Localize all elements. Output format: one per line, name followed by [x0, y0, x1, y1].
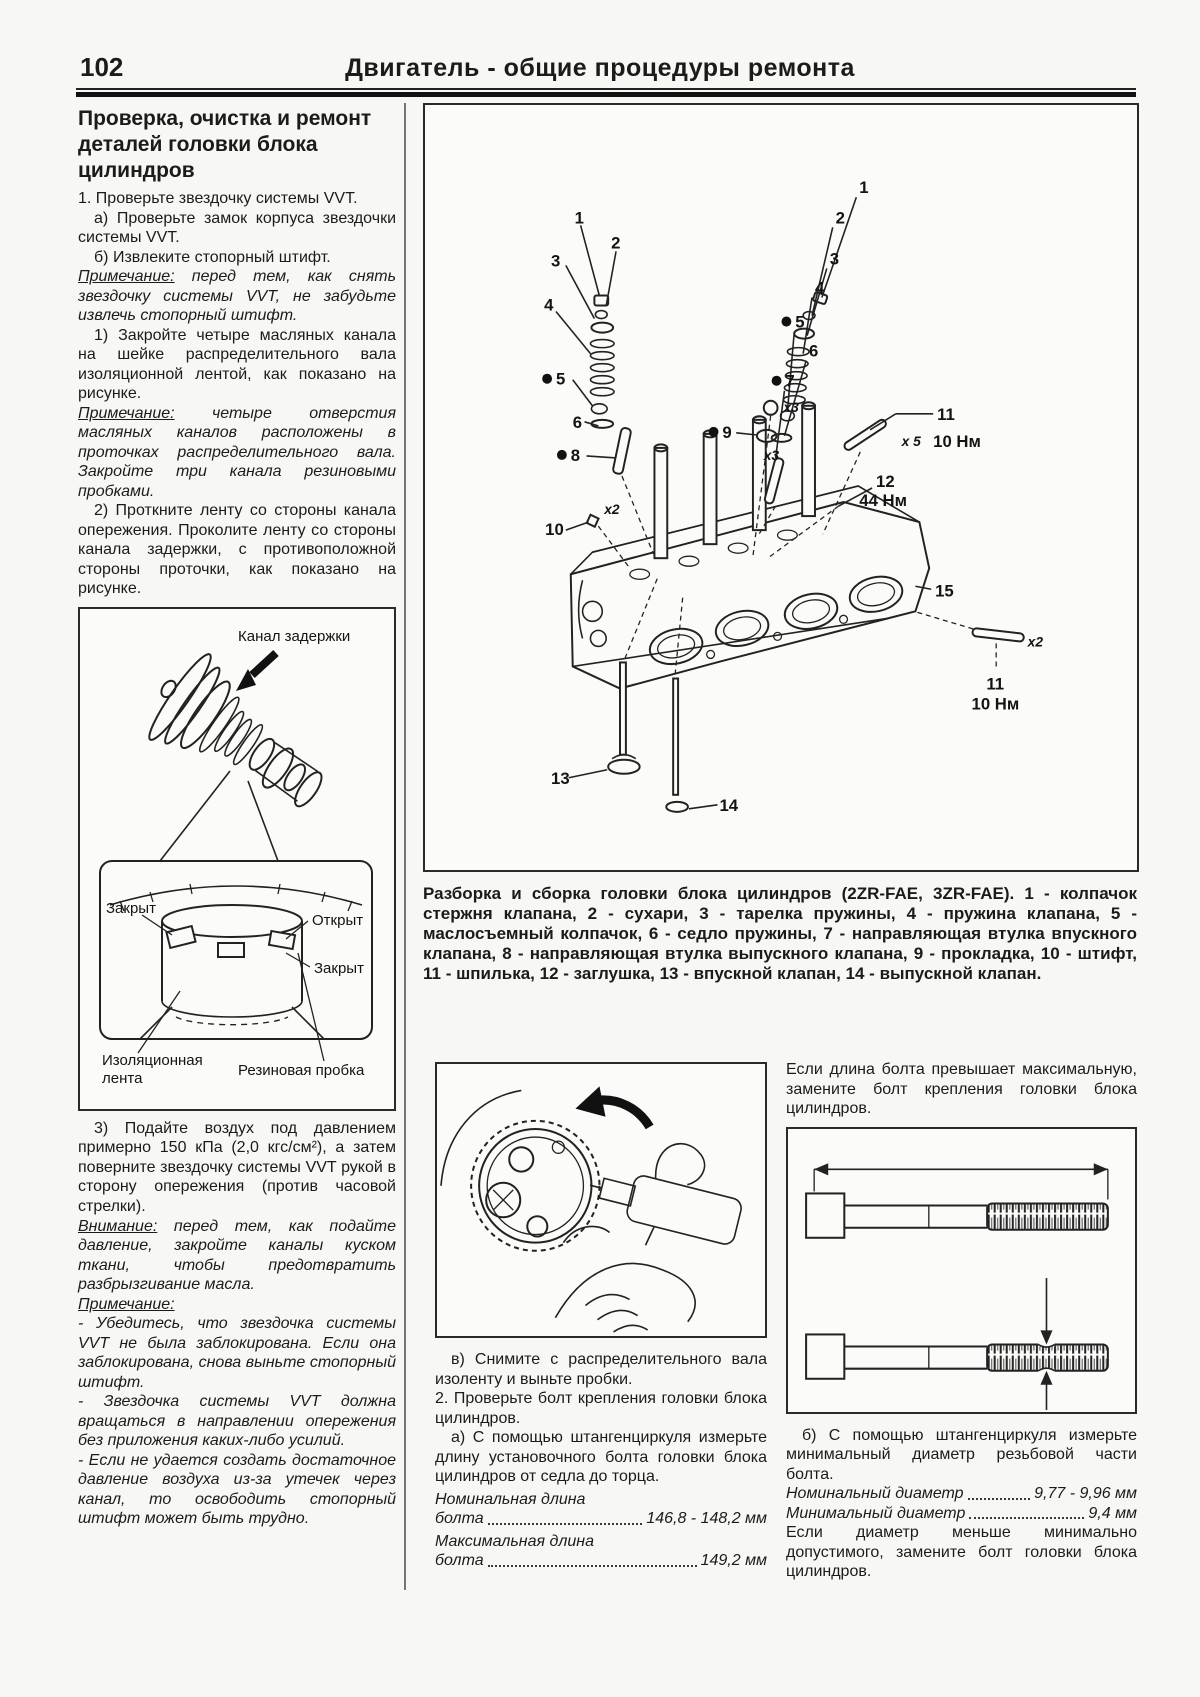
- label-closed-2: Закрыт: [314, 959, 364, 977]
- figure-cylinder-head-exploded: [423, 103, 1139, 872]
- note-text: перед тем, как снять звездочку системы VVT, не забудьте извлечь стопорный штифт.: [78, 268, 396, 325]
- callout-10nm-b: 10 Нм: [971, 694, 1020, 714]
- callout-11b: 11: [986, 674, 1005, 694]
- figure-camshaft-tape: [78, 607, 396, 1111]
- spec-line: [435, 1551, 767, 1571]
- warning: [78, 1217, 396, 1295]
- callout-2r: 2: [835, 208, 845, 228]
- paragraph: 1. Проверьте звездочку системы VVT.: [78, 190, 358, 208]
- callout-2: 2: [611, 233, 621, 253]
- paragraph: в) Снимите с распределительного вала изоленту и выньте пробки.: [435, 1351, 767, 1388]
- section-heading: Проверка, очистка и ремонт деталей головки блока цилиндров: [78, 107, 372, 183]
- callout-1r: 1: [859, 178, 869, 198]
- paragraph: 3) Подайте воздух под давлением примерно 150 кПа (2,0 кгс/см²), а затем поверните звездочку системы VVT рукой в сторону опережения (против часовой стрелки).: [78, 1119, 396, 1215]
- stud-lower-icon: [976, 632, 1019, 637]
- intake-valve-icon: [608, 662, 640, 773]
- callout-7r: 7: [785, 371, 795, 391]
- plug-icons: [166, 926, 295, 957]
- spec-label: Минимальный диаметр: [786, 1504, 966, 1522]
- callout-5r: 5: [795, 312, 805, 332]
- callout-13: 13: [551, 768, 570, 788]
- spec-line: [786, 1504, 1137, 1524]
- callout-x2b: x2: [1027, 633, 1044, 650]
- note-label-line: [78, 1295, 396, 1315]
- label-tape-2: лента: [102, 1069, 143, 1087]
- callout-x3a: x3: [783, 398, 799, 415]
- page-title: Двигатель - общие процедуры ремонта: [345, 54, 855, 82]
- note: [78, 404, 396, 502]
- paragraph: 2. Проверьте болт крепления головки блока цилиндров.: [435, 1390, 767, 1427]
- label-tape-1: Изоляционная: [102, 1051, 203, 1069]
- dotted-leader: [488, 1565, 697, 1567]
- callout-x3b: x3: [763, 446, 780, 463]
- callout-6: 6: [572, 412, 583, 432]
- hand-icon: [441, 1090, 695, 1332]
- bullet: - Если не удается создать достаточное давление воздуха из-за утечек через канал, то освободить стопорный штифт может быть трудно.: [78, 1451, 396, 1528]
- exhaust-valve-icon: [666, 678, 688, 811]
- bullet: - Звездочка системы VVT должна вращаться в направлении опережения без приложения каких-либо усилий.: [78, 1393, 396, 1450]
- air-gun-icon: [579, 1124, 753, 1266]
- camshaft-icon: [134, 643, 346, 835]
- spec-value: 9,4 мм: [1088, 1504, 1137, 1522]
- figure-vvt-sprocket-hand: [435, 1062, 767, 1338]
- exhaust-valve-parts-icon: [590, 295, 631, 474]
- sprocket-hand-drawing: [437, 1064, 765, 1336]
- dotted-leader: [488, 1523, 643, 1525]
- page-number: 102: [80, 52, 124, 82]
- callout-x5: x 5: [901, 432, 921, 449]
- callout-3: 3: [551, 251, 561, 271]
- spec-label: Номинальная длина: [435, 1490, 586, 1508]
- note-label: Примечание:: [78, 268, 175, 286]
- note-text: четыре отверстия масляных каналов расположены в проточках распределительного вала. Закройте три канала резиновыми пробками.: [78, 404, 396, 500]
- paragraph: 1) Закройте четыре масляных канала на шейке распределительного вала изоляционной лентой, как показано на рисунке.: [78, 326, 396, 403]
- warning-label: Внимание:: [78, 1217, 158, 1235]
- dotted-leader: [968, 1498, 1031, 1500]
- middle-column: [435, 1062, 767, 1571]
- spec-value: 149,2 мм: [700, 1552, 767, 1570]
- callout-10nm-a: 10 Нм: [933, 431, 981, 451]
- left-column: [78, 106, 396, 1529]
- spec-label-2: болта: [435, 1552, 484, 1570]
- paragraph: Если диаметр меньше минимально допустимого, замените болт головки блока цилиндров.: [786, 1524, 1137, 1581]
- spec-label: Максимальная длина: [435, 1532, 594, 1550]
- callout-10: 10: [545, 519, 564, 540]
- paragraph: а) Проверьте замок корпуса звездочки системы VVT.: [78, 209, 396, 247]
- callout-6r: 6: [809, 341, 819, 361]
- paragraph: 2) Проткните ленту со стороны канала опережения. Проколите ленту со стороны канала задержки, с противоположной стороны проточки, как показано на рисунке.: [78, 502, 396, 598]
- callout-5: 5: [555, 369, 566, 389]
- callout-x2a: x2: [604, 500, 620, 518]
- rotation-arrowhead-icon: [575, 1086, 605, 1116]
- vvt-sprocket-icon: [471, 1121, 599, 1251]
- warning-text: перед тем, как подайте давление, закройте каналы куском ткани, чтобы предотвратить разбрызгивание масла.: [78, 1217, 396, 1294]
- callout-12: 12: [876, 471, 895, 492]
- spec-line: [786, 1484, 1137, 1504]
- spec-value: 146,8 - 148,2 мм: [646, 1510, 767, 1528]
- dowel-pin-icon: [587, 515, 599, 527]
- callout-1: 1: [574, 208, 584, 228]
- spec-line: [435, 1509, 767, 1529]
- paragraph: Если длина болта превышает максимальную, замените болт крепления головки блока цилиндров.: [786, 1061, 1137, 1118]
- bullet: - Убедитесь, что звездочка системы VVT не была заблокирована. Если она заблокирована, снова выньте стопорный штифт.: [78, 1315, 396, 1391]
- header-rule-thick: [76, 92, 1136, 97]
- bolt-diameter-icon: [806, 1278, 1108, 1410]
- header-rule-thin: [76, 88, 1136, 90]
- dotted-leader: [969, 1517, 1084, 1519]
- paragraph: б) С помощью штангенциркуля измерьте минимальный диаметр резьбовой части болта.: [786, 1426, 1137, 1483]
- paragraph: а) С помощью штангенциркуля измерьте длину установочного болта головки блока цилиндров от седла до торца.: [435, 1429, 767, 1486]
- label-closed-1: Закрыт: [106, 899, 156, 917]
- label-retard-channel: Канал задержки: [238, 627, 351, 645]
- paragraph: б) Извлеките стопорный штифт.: [94, 248, 331, 266]
- spec-value: 9,77 - 9,96 мм: [1034, 1485, 1137, 1503]
- callout-8: 8: [570, 445, 581, 465]
- note-label: Примечание:: [78, 1295, 175, 1313]
- callout-4r: 4: [814, 278, 825, 298]
- label-rubber-plug: Резиновая пробка: [238, 1061, 365, 1079]
- figure-caption: Разборка и сборка головки блока цилиндров (2ZR-FAE, 3ZR-FAE). 1 - колпачок стержня клапана, 2 - сухари, 3 - тарелка пружины, 4 - пружина клапана, 5 - маслосъемный колпачок, 6 - седло пружины, 7 - направляющая втулка впускного клапана, 8 - направляющая втулка выпускного клапана, 9 - прокладка, 10 - штифт, 11 - шпилька, 12 - заглушка, 13 - впускной клапан, 14 - выпускной клапан.: [423, 884, 1137, 984]
- note-label: Примечание:: [78, 404, 175, 422]
- exploded-view-drawing: [425, 105, 1137, 870]
- bolt-measure-drawing: [788, 1129, 1135, 1412]
- spec-label: Номинальный диаметр: [786, 1485, 964, 1503]
- column-separator: [404, 103, 406, 1590]
- camshaft-figure-drawing: [80, 609, 394, 1109]
- callout-14: 14: [719, 795, 739, 815]
- note: [78, 267, 396, 326]
- callout-11a: 11: [937, 404, 955, 424]
- spec-label-2: болта: [435, 1510, 484, 1528]
- bolt-length-icon: [806, 1163, 1108, 1238]
- plug-tubes-icon: [654, 402, 815, 558]
- callout-4: 4: [544, 295, 554, 315]
- callout-9r: 9: [722, 422, 732, 442]
- figure-head-bolts: [786, 1127, 1137, 1414]
- retard-arrow-icon: [252, 653, 276, 675]
- callout-15: 15: [935, 581, 954, 601]
- label-open: Открыт: [312, 911, 364, 929]
- stud-top-icon: [848, 424, 881, 446]
- callout-3r: 3: [829, 249, 840, 269]
- callout-44nm: 44 Нм: [859, 490, 907, 511]
- right-column: [786, 1060, 1137, 1582]
